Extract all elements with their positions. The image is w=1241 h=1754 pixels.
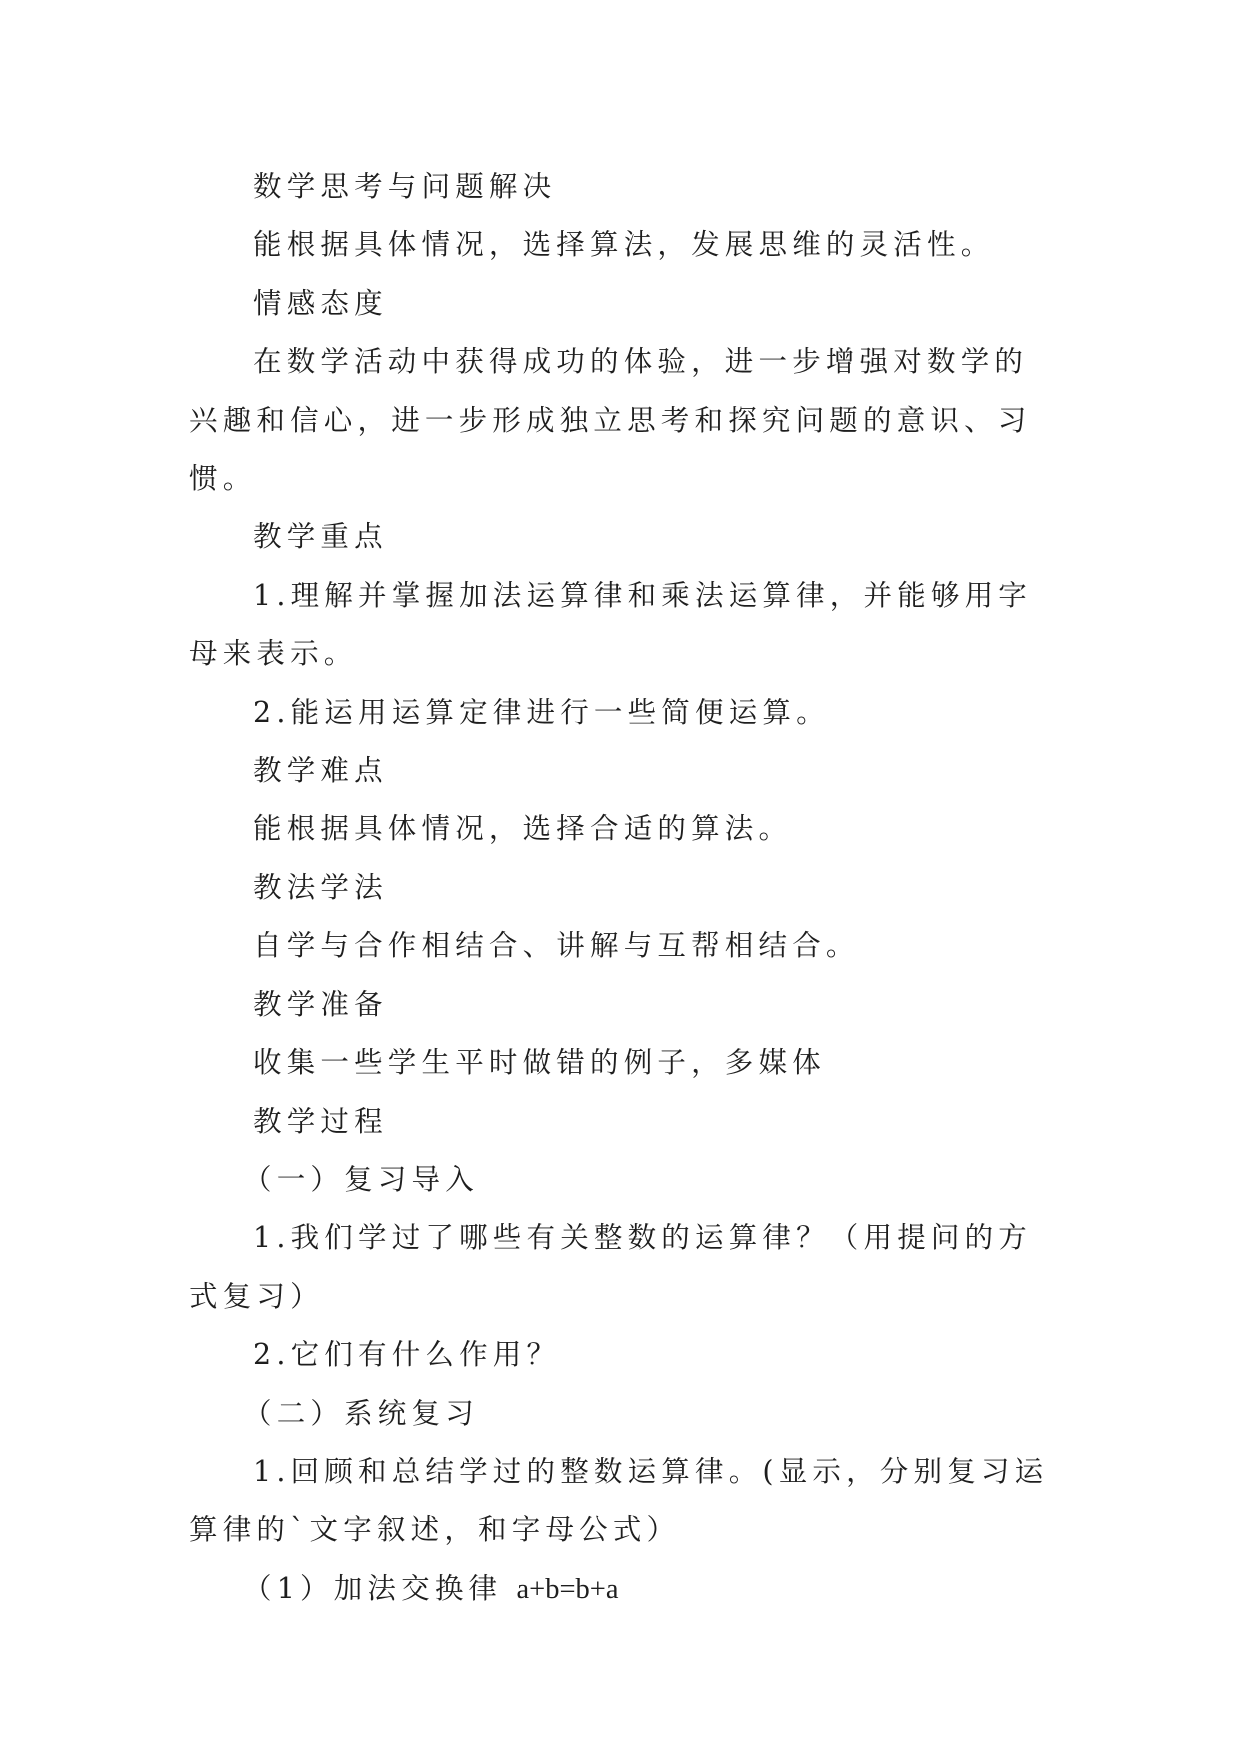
paragraph-text: 能根据具体情况，选择算法，发展思维的灵活性。 [253, 228, 995, 262]
paragraph-text: 收集一些学生平时做错的例子，多媒体 [253, 1046, 826, 1080]
paragraph-text: 能根据具体情况，选择合适的算法。 [253, 812, 793, 846]
heading-math-thinking: 数学思考与问题解决 [253, 170, 557, 203]
heading-teaching-process: 教学过程 [253, 1104, 388, 1138]
paragraph-text: 2.它们有什么作用？ [253, 1338, 561, 1372]
formula-line [189, 1560, 1051, 1619]
heading-emotional-attitude: 情感态度 [253, 286, 388, 320]
heading-teaching-focus: 教学重点 [253, 520, 388, 554]
formula-label: （1）加法交换律 [243, 1571, 503, 1605]
heading-teaching-methods: 教法学法 [253, 870, 388, 904]
subheading-review-intro: （一）复习导入 [243, 1162, 479, 1196]
paragraph-text: 1.回顾和总结学过的整数运算律。(显示，分别复习运算律的`文字叙述，和字母公式） [189, 1454, 1049, 1547]
paragraph-text: 2.能运用运算定律进行一些简便运算。 [253, 695, 830, 729]
heading-teaching-preparation: 教学准备 [253, 987, 388, 1021]
formula-expression: a+b=b+a [516, 1573, 619, 1605]
heading-teaching-difficulty: 教学难点 [253, 754, 388, 788]
subheading-systematic-review: （二）系统复习 [243, 1396, 479, 1430]
paragraph-text: 1.理解并掌握加法运算律和乘法运算律，并能够用字母来表示。 [189, 578, 1032, 671]
paragraph-text: 1.我们学过了哪些有关整数的运算律？（用提问的方式复习） [189, 1221, 1032, 1313]
paragraph-text: 在数学活动中获得成功的体验，进一步增强对数学的兴趣和信心，进一步形成独立思考和探究问题的意识、习惯。 [189, 345, 1032, 496]
document-body [189, 158, 1051, 1619]
paragraph-text: 自学与合作相结合、讲解与互帮相结合。 [253, 929, 860, 963]
